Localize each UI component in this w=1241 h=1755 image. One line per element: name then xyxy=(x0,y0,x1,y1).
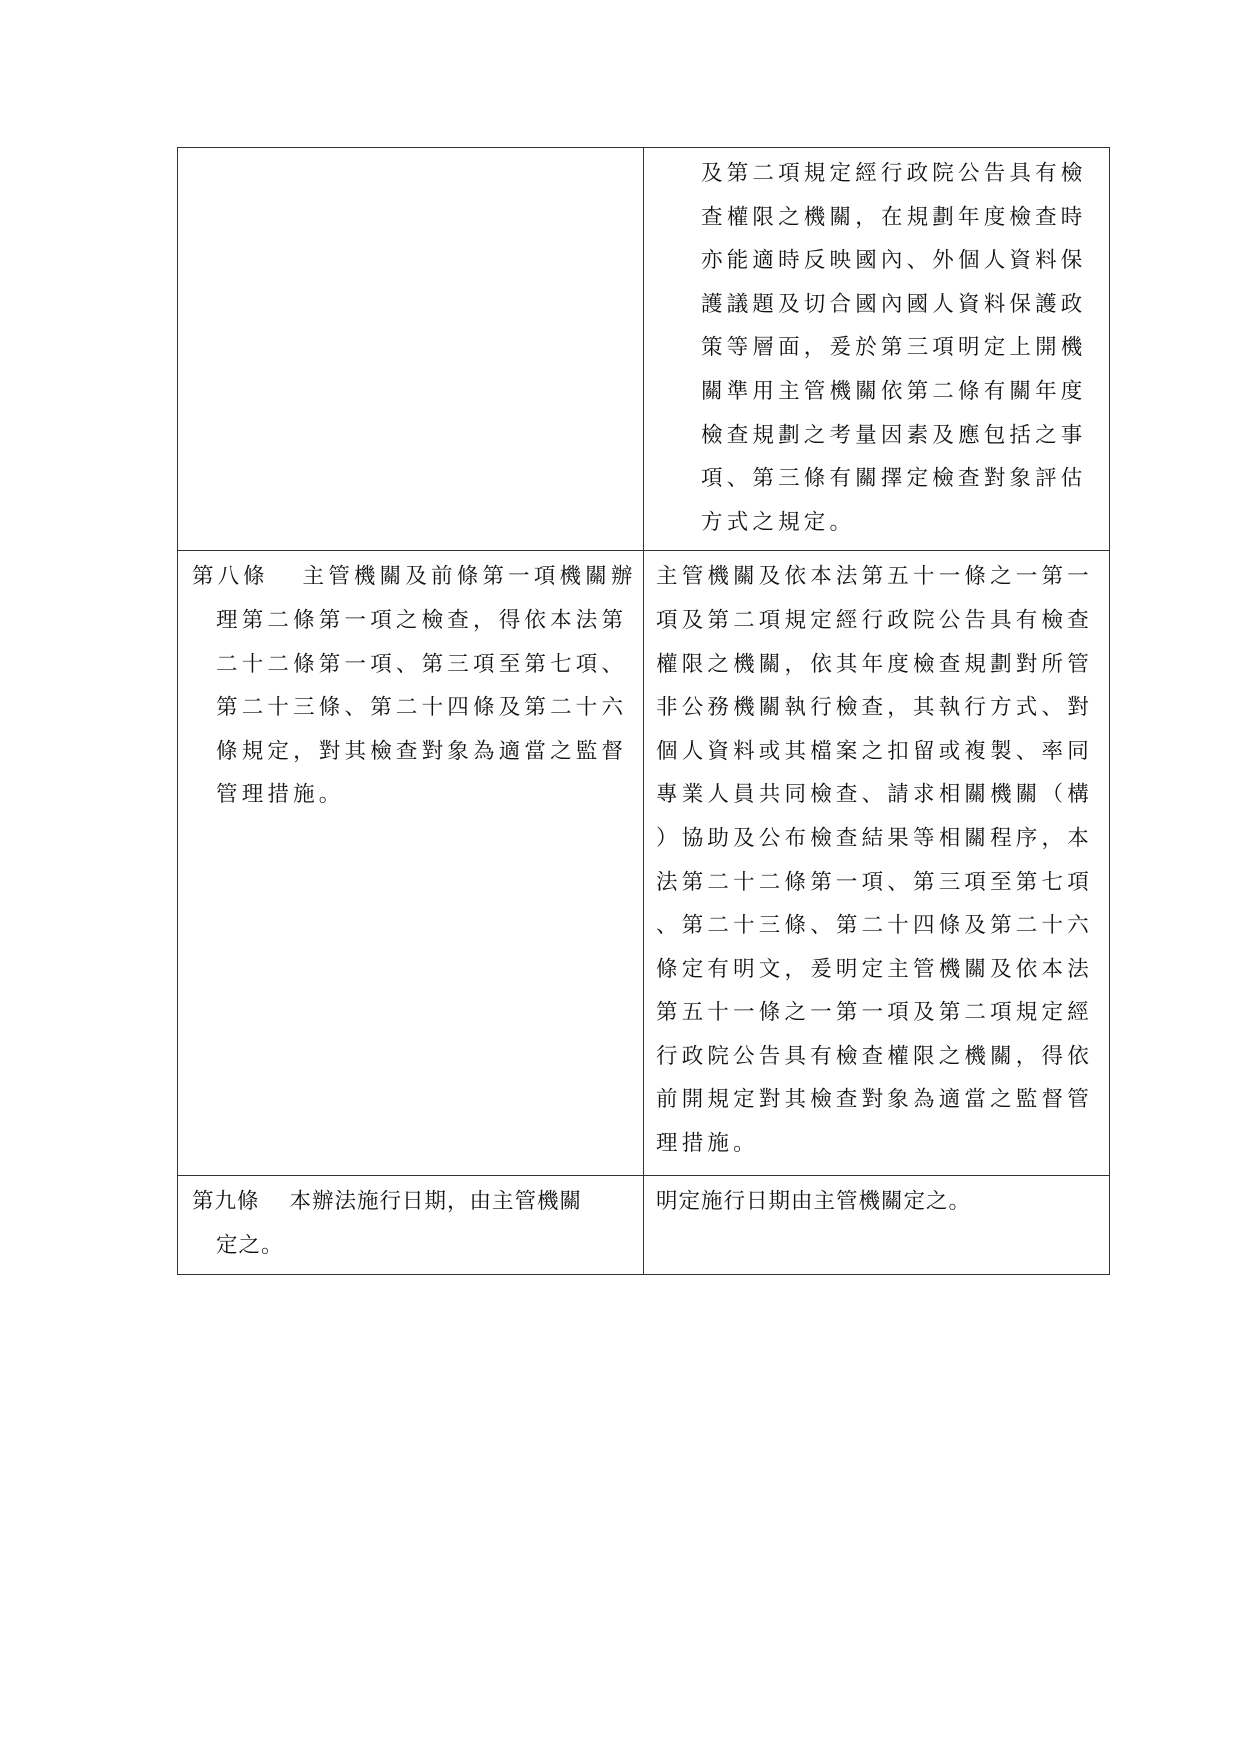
text-line: 前開規定對其檢查對象為適當之監督管 xyxy=(656,1087,1093,1113)
text-line: 行政院公告具有檢查權限之機關，得依 xyxy=(656,1043,1093,1069)
text-line: 及第二項規定經行政院公告具有檢 xyxy=(701,161,1087,186)
comparison-table xyxy=(177,147,1110,1275)
text-line: 個人資料或其檔案之扣留或複製、率同 xyxy=(656,738,1093,764)
explanation-cell xyxy=(644,551,1110,1176)
text-line: 理措施。 xyxy=(656,1131,759,1157)
table-row xyxy=(178,1176,1110,1274)
provision-cell xyxy=(178,551,644,1176)
provision-cell xyxy=(178,1176,644,1274)
text-line: 第五十一條之一第一項及第二項規定經 xyxy=(656,1000,1093,1026)
article-number: 第八條 xyxy=(192,564,269,590)
text-line: 項、第三條有關擇定檢查對象評估 xyxy=(701,466,1087,492)
text-line: 非公務機關執行檢查，其執行方式、對 xyxy=(656,695,1093,721)
text-line: 檢查規劃之考量因素及應包括之事 xyxy=(701,422,1087,448)
text-line: 定之。 xyxy=(216,1232,284,1258)
text-line: 二十二條第一項、第三項至第七項、 xyxy=(216,651,628,677)
text-line: 法第二十二條第一項、第三項至第七項 xyxy=(656,869,1093,895)
text-line: 方式之規定。 xyxy=(701,509,856,535)
provision-text: 本辦法施行日期，由主管機關 xyxy=(289,1189,583,1215)
text-line: 理第二條第一項之檢查，得依本法第 xyxy=(216,607,628,633)
text-line: 關準用主管機關依第二條有關年度 xyxy=(701,378,1087,404)
text-line: 護議題及切合國內國人資料保護政 xyxy=(701,291,1087,317)
table-row xyxy=(178,148,1110,551)
article-number: 第九條 xyxy=(192,1189,260,1215)
text-line: 條規定，對其檢查對象為適當之監督 xyxy=(216,738,628,764)
text-line: 亦能適時反映國內、外個人資料保 xyxy=(701,248,1087,274)
text-line: 專業人員共同檢查、請求相關機關（構 xyxy=(656,782,1093,808)
text-line: 明定施行日期由主管機關定之。 xyxy=(656,1189,972,1215)
explanation-cell xyxy=(644,1176,1110,1274)
text-line: 權限之機關，依其年度檢查規劃對所管 xyxy=(656,651,1093,677)
text-line: 第二十三條、第二十四條及第二十六 xyxy=(216,695,628,721)
text-line: ）協助及公布檢查結果等相關程序，本 xyxy=(656,825,1093,851)
text-line: 主管機關及依本法第五十一條之一第一 xyxy=(656,564,1093,590)
text-line: 項及第二項規定經行政院公告具有檢查 xyxy=(656,607,1093,633)
text-line: 查權限之機關，在規劃年度檢查時 xyxy=(701,204,1087,230)
table-row xyxy=(178,551,1110,1176)
text-line: 策等層面，爰於第三項明定上開機 xyxy=(701,335,1087,361)
text-line: 管理措施。 xyxy=(216,782,345,808)
provision-cell-empty xyxy=(178,148,644,551)
provision-text: 主管機關及前條第一項機關辦 xyxy=(302,564,637,590)
text-line xyxy=(192,555,635,599)
text-line xyxy=(192,1180,635,1224)
explanation-cell xyxy=(644,148,1110,551)
text-line: 、第二十三條、第二十四條及第二十六 xyxy=(656,913,1093,939)
text-line: 條定有明文，爰明定主管機關及依本法 xyxy=(656,956,1093,982)
